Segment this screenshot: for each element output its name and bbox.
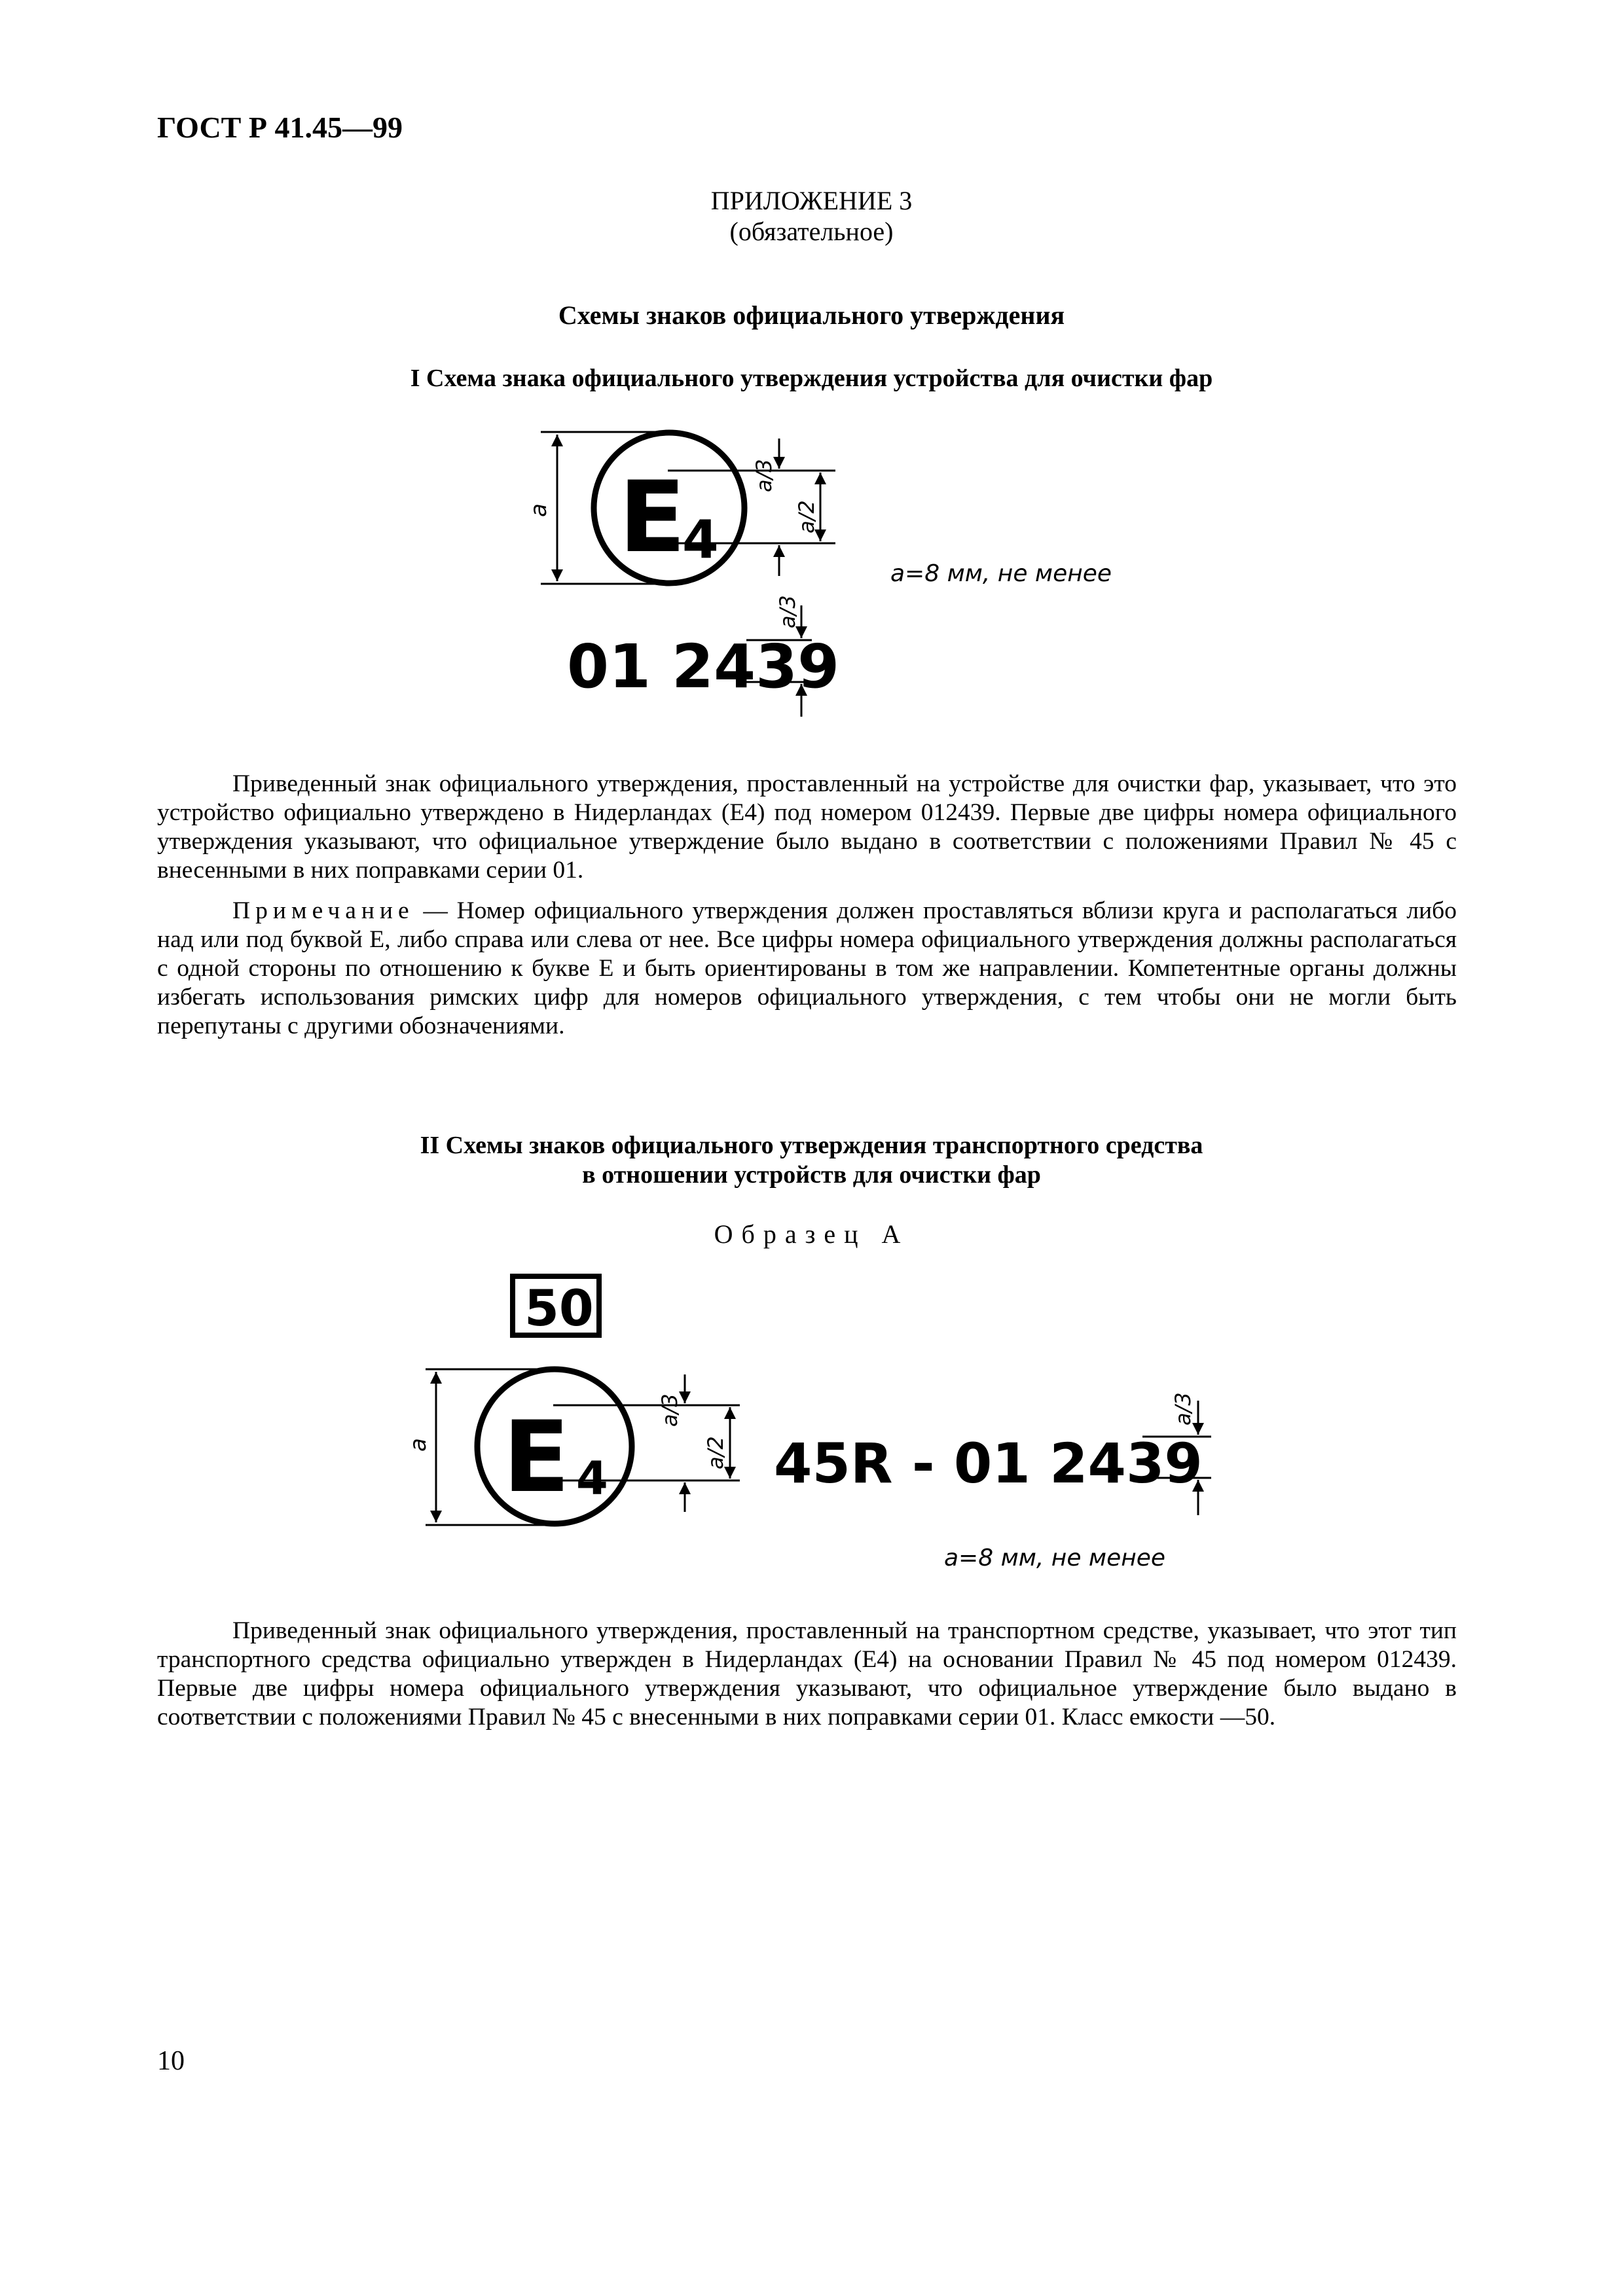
section1-heading: I Схема знака официального утверждения устройства для очистки фар (410, 365, 1213, 392)
figure2-dim-a-label: a (405, 1438, 431, 1452)
section2-paragraph: Приведенный знак официального утверждения, проставленный на транспортном средстве, указывает, что этот тип транспортного средства официально утвержден в Нидерландах (Е4) на основании Правил № 45 под номером 012439. Первые две цифры номера официального утверждения указывают, что официальное утверждение было выдано в соответствии с положениями Правил № 45 с внесенными в них поправками серии 01. Класс емкости —50. (157, 1617, 1457, 1731)
note-text: — Номер официального утверждения должен проставляться вблизи круга и располагаться либо над или под буквой Е, либо справа или слева от нее. Все цифры номера официального утверждения должны располагаться с одной стороны по отношению к букве Е и быть ориентированы в том же направлении. Компетентные органы должны избегать использования римских цифр для номеров официального утверждения, с тем чтобы они не могли быть перепутаны с другими обозначениями. (157, 897, 1457, 1039)
figure1-dim-note: a=8 мм, не менее (890, 560, 1112, 587)
figure1-dim-a-label: a (526, 503, 552, 517)
figure2-dim-note: a=8 мм, не менее (944, 1545, 1166, 1571)
annex-subtitle: (обязательное) (729, 217, 894, 246)
figure2-dim-a2-label: a/2 (703, 1436, 728, 1469)
figure2-letter: E (503, 1401, 570, 1515)
figure2-mark (405, 1276, 1211, 1571)
main-heading: Схемы знаков официального утверждения (558, 300, 1065, 330)
figure2-dim-a3-left-label: a/3 (657, 1393, 682, 1427)
section2-heading-line2: в отношении устройств для очистки фар (582, 1161, 1041, 1189)
note-label: Примечание (232, 897, 414, 924)
figure1-approval-number: 01 2439 (567, 632, 840, 702)
document-code: ГОСТ Р 41.45—99 (157, 111, 403, 144)
figure1-dim-a3-bottom-label: a/3 (775, 595, 800, 628)
figure2-approval-string: 45R - 01 2439 (774, 1431, 1203, 1496)
figure2-country-number: 4 (576, 1452, 608, 1505)
figure1-country-number: 4 (682, 509, 719, 570)
page-number: 10 (157, 2046, 185, 2076)
figure1-dim-a2-label: a/2 (794, 500, 819, 533)
sample-label: Образец А (714, 1219, 909, 1249)
figure1-dim-a3-top-label: a/3 (752, 459, 776, 492)
section2-heading-line1: II Схемы знаков официального утверждения транспортного средства (420, 1132, 1203, 1159)
figure1-mark (526, 432, 1112, 717)
section1-paragraph: Приведенный знак официального утверждения, проставленный на устройстве для очистки фар, указывает, что это устройство официально утверждено в Нидерландах (Е4) под номером 012439. Первые две цифры номера официального утверждения указывают, что официальное утверждение было выдано в соответствии с положениями Правил № 45 с внесенными в них поправками серии 01. (157, 770, 1457, 884)
section1-note (157, 897, 1457, 1041)
annex-title: ПРИЛОЖЕНИЕ 3 (710, 186, 913, 215)
figure1-letter: E (619, 461, 686, 575)
figure2-capacity-class: 50 (524, 1279, 594, 1337)
figure2-dim-a3-right-label: a/3 (1171, 1392, 1195, 1426)
